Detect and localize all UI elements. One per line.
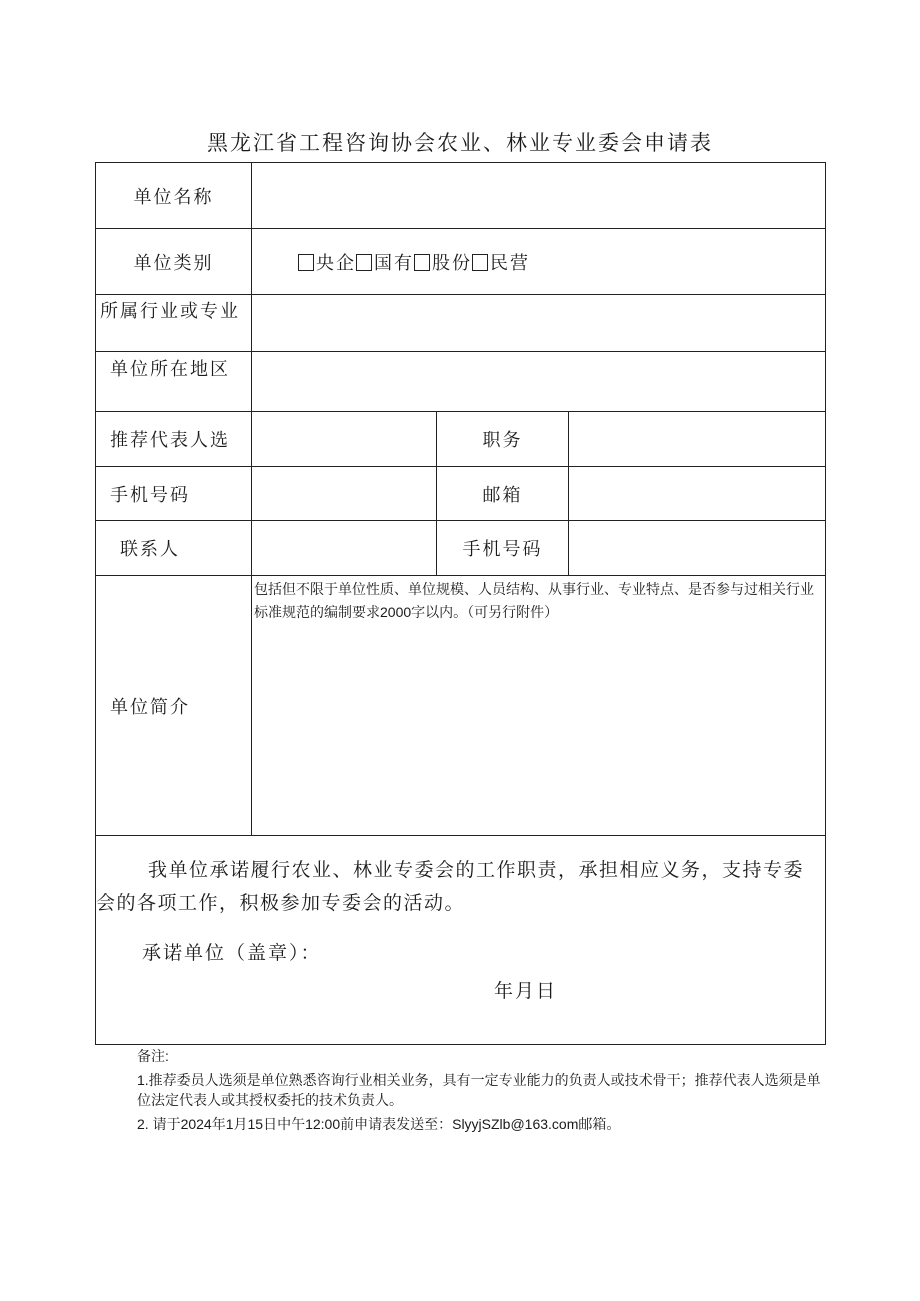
mobile-field[interactable]	[252, 467, 437, 521]
row-region	[96, 352, 826, 412]
commitment-unit-seal-label: 承诺单位（盖章）：	[142, 942, 322, 964]
option-joint-stock[interactable]	[414, 253, 472, 274]
checkbox-central-soe[interactable]	[298, 254, 314, 271]
row-introduction	[96, 576, 826, 836]
remarks-heading: 备注:	[137, 1048, 169, 1064]
option-state-owned-label: 国有	[374, 252, 414, 274]
option-central-soe-label: 央企	[316, 252, 356, 274]
unit-name-field[interactable]	[252, 163, 826, 229]
application-table	[95, 162, 826, 1045]
contact-field[interactable]	[252, 521, 437, 576]
introduction-label: 单位简介	[96, 576, 252, 836]
commitment-cell	[96, 836, 826, 1045]
option-central-soe[interactable]	[298, 253, 356, 274]
unit-type-label: 单位类别	[96, 229, 252, 295]
contact-label: 联系人	[96, 521, 252, 576]
option-state-owned[interactable]	[356, 253, 414, 274]
checkbox-joint-stock[interactable]	[414, 254, 430, 271]
email-label: 邮箱	[437, 467, 569, 521]
option-private-label: 民营	[490, 252, 530, 274]
form-title: 黑龙江省工程咨询协会农业、林业专业委会申请表	[207, 131, 713, 155]
row-commitment	[96, 836, 826, 1045]
position-label: 职务	[437, 412, 569, 467]
representative-field[interactable]	[252, 412, 437, 467]
row-representative	[96, 412, 826, 467]
commitment-date-label: 年月日	[494, 980, 558, 1002]
option-private[interactable]	[472, 253, 530, 274]
remark-item-1: 1.推荐委员人选须是单位熟悉咨询行业相关业务，具有一定专业能力的负责人或技术骨干；推荐代表人选须是单位法定代表人或其授权委托的技术负责人。	[137, 1072, 821, 1108]
row-mobile	[96, 467, 826, 521]
industry-label: 所属行业或专业	[96, 295, 252, 352]
representative-label: 推荐代表人选	[96, 412, 252, 467]
option-joint-stock-label: 股份	[432, 252, 472, 274]
introduction-field[interactable]: 包括但不限于单位性质、单位规模、人员结构、从事行业、专业特点、是否参与过相关行业标准规范的编制要求2000字以内。（可另行附件）	[252, 576, 826, 836]
industry-field[interactable]	[252, 295, 826, 352]
checkbox-private[interactable]	[472, 254, 488, 271]
unit-type-options	[252, 229, 826, 295]
remarks-section	[137, 1046, 827, 1138]
position-field[interactable]	[569, 412, 826, 467]
mobile-label: 手机号码	[96, 467, 252, 521]
region-label: 单位所在地区	[96, 352, 252, 412]
row-contact	[96, 521, 826, 576]
email-field[interactable]	[569, 467, 826, 521]
row-unit-type	[96, 229, 826, 295]
region-field[interactable]	[252, 352, 826, 412]
remark-item-2: 2. 请于2024年1月15日中午12:00前申请表发送至：SlyyjSZlb@163.com邮箱。	[137, 1116, 621, 1132]
contact-mobile-field[interactable]	[569, 521, 826, 576]
commitment-text: 我单位承诺履行农业、林业专委会的工作职责，承担相应义务，支持专委会的各项工作，积极参加专委会的活动。	[96, 859, 805, 914]
contact-mobile-label: 手机号码	[437, 521, 569, 576]
checkbox-state-owned[interactable]	[356, 254, 372, 271]
row-industry	[96, 295, 826, 352]
unit-name-label: 单位名称	[96, 163, 252, 229]
row-unit-name	[96, 163, 826, 229]
